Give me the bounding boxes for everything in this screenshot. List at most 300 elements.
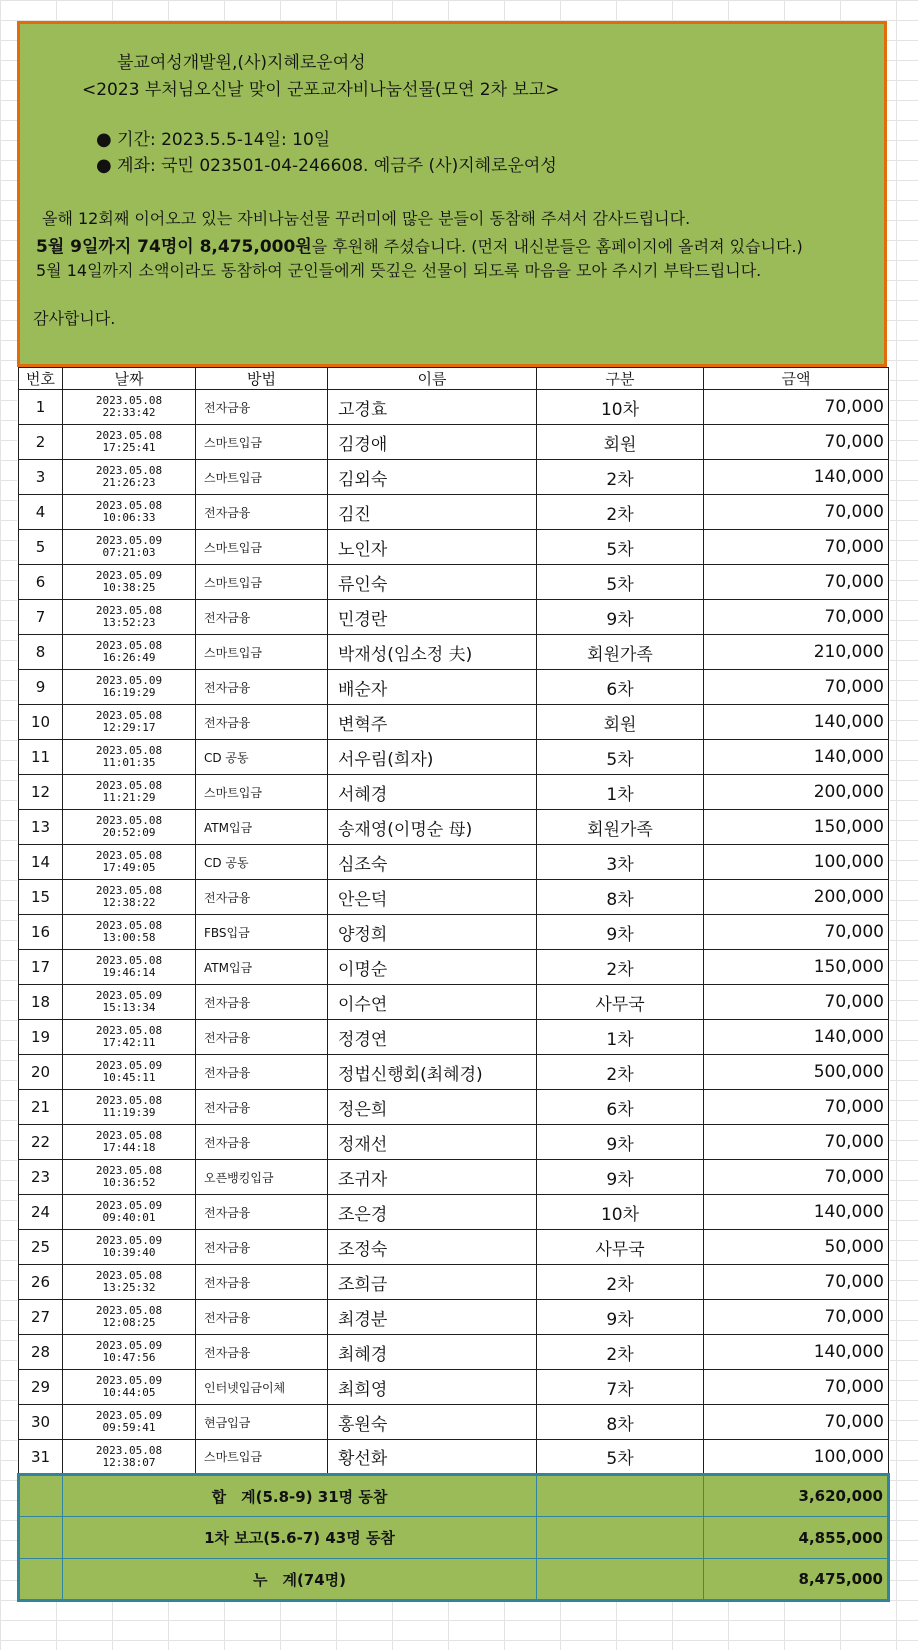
cell-name: 최경분 <box>328 1300 537 1335</box>
cell-name: 박재성(임소정 夫) <box>328 635 537 670</box>
message-line-3: 5월 14일까지 소액이라도 동참하여 군인들에게 뜻깊은 선물이 되도록 마음을 모아 주시기 부탁드립니다. <box>36 261 762 280</box>
time-value: 11:01:35 <box>102 756 156 769</box>
date-value: 2023.05.08 <box>95 1164 163 1177</box>
message-line-2-rest: 을 후원해 주셨습니다. (먼저 내신분들은 홈페이지에 올려져 있습니다.) <box>311 237 803 256</box>
table-row <box>19 845 889 880</box>
cell-name: 홍원숙 <box>328 1405 537 1440</box>
time-value: 10:44:05 <box>102 1386 156 1399</box>
cell-number: 1 <box>19 390 63 425</box>
cell-number: 30 <box>19 1405 63 1440</box>
table-row <box>19 950 889 985</box>
cell-name: 조정숙 <box>328 1230 537 1265</box>
date-value: 2023.05.08 <box>95 464 163 477</box>
cell-method: 오픈뱅킹입금 <box>196 1160 328 1195</box>
cell-amount: 70,000 <box>704 985 889 1020</box>
cell-amount: 140,000 <box>704 740 889 775</box>
cell-date <box>63 985 196 1020</box>
cell-date <box>63 460 196 495</box>
table-row <box>19 740 889 775</box>
date-value: 2023.05.08 <box>95 1094 163 1107</box>
date-value: 2023.05.09 <box>95 1234 163 1247</box>
cell-name: 민경란 <box>328 600 537 635</box>
cell-category: 8차 <box>537 1405 704 1440</box>
time-value: 11:21:29 <box>102 791 156 804</box>
cell-amount: 70,000 <box>704 565 889 600</box>
time-value: 17:49:05 <box>102 861 156 874</box>
time-value: 15:13:34 <box>102 1001 156 1014</box>
cell-name: 심조숙 <box>328 845 537 880</box>
cell-date <box>63 425 196 460</box>
cell-method: CD 공동 <box>196 845 328 880</box>
date-value: 2023.05.08 <box>95 814 163 827</box>
table-row <box>19 1055 889 1090</box>
cell-number: 24 <box>19 1195 63 1230</box>
cell-method: 전자금융 <box>196 390 328 425</box>
time-value: 17:44:18 <box>102 1141 156 1154</box>
date-value: 2023.05.09 <box>95 569 163 582</box>
date-value: 2023.05.08 <box>95 394 163 407</box>
table-row <box>19 880 889 915</box>
time-value: 13:00:58 <box>102 931 156 944</box>
cell-method: 스마트입금 <box>196 565 328 600</box>
cell-method: 전자금융 <box>196 1335 328 1370</box>
cell-category: 9차 <box>537 600 704 635</box>
table-row <box>19 705 889 740</box>
cell-number: 29 <box>19 1370 63 1405</box>
cell-amount: 70,000 <box>704 1405 889 1440</box>
col-header-date: 날짜 <box>63 368 196 390</box>
cell-method: 전자금융 <box>196 985 328 1020</box>
cell-name: 서우림(희자) <box>328 740 537 775</box>
table-row <box>19 1370 889 1405</box>
table-row <box>19 1335 889 1370</box>
time-value: 16:26:49 <box>102 651 156 664</box>
cell-amount: 70,000 <box>704 425 889 460</box>
cell-date <box>63 1440 196 1475</box>
table-row <box>19 495 889 530</box>
cell-category: 8차 <box>537 880 704 915</box>
cell-category: 2차 <box>537 950 704 985</box>
cell-category: 9차 <box>537 1125 704 1160</box>
cell-name: 조희금 <box>328 1265 537 1300</box>
time-value: 13:52:23 <box>102 616 156 629</box>
bullet-icon: ● <box>96 129 112 150</box>
cell-amount: 70,000 <box>704 495 889 530</box>
cell-date <box>63 1090 196 1125</box>
cell-name: 최혜경 <box>328 1335 537 1370</box>
cell-method: 스마트입금 <box>196 425 328 460</box>
time-value: 12:29:17 <box>102 721 156 734</box>
cell-date <box>63 635 196 670</box>
cell-date <box>63 390 196 425</box>
cell-amount: 140,000 <box>704 1335 889 1370</box>
summary-empty-cell <box>19 1559 63 1601</box>
time-value: 10:45:11 <box>102 1071 156 1084</box>
report-title: <2023 부처님오신날 맞이 군포교자비나눔선물(모연 2차 보고> <box>82 80 560 100</box>
cell-number: 11 <box>19 740 63 775</box>
date-value: 2023.05.08 <box>95 779 163 792</box>
period-line <box>96 125 330 150</box>
summary-label: 누 계(74명) <box>63 1559 537 1601</box>
table-row <box>19 530 889 565</box>
cell-amount: 140,000 <box>704 705 889 740</box>
cell-number: 18 <box>19 985 63 1020</box>
cell-method: 전자금융 <box>196 495 328 530</box>
cell-number: 10 <box>19 705 63 740</box>
col-header-no: 번호 <box>19 368 63 390</box>
cell-amount: 70,000 <box>704 1160 889 1195</box>
cell-number: 8 <box>19 635 63 670</box>
cell-number: 17 <box>19 950 63 985</box>
cell-date <box>63 1230 196 1265</box>
date-value: 2023.05.08 <box>95 849 163 862</box>
cell-category: 6차 <box>537 1090 704 1125</box>
cell-number: 7 <box>19 600 63 635</box>
cell-category: 2차 <box>537 1055 704 1090</box>
bullet-icon: ● <box>96 155 112 176</box>
cell-name: 정경연 <box>328 1020 537 1055</box>
cell-amount: 200,000 <box>704 880 889 915</box>
date-value: 2023.05.08 <box>95 499 163 512</box>
cell-date <box>63 1335 196 1370</box>
cell-method: 인터넷입금이체 <box>196 1370 328 1405</box>
summary-label: 합 계(5.8-9) 31명 동참 <box>63 1475 537 1517</box>
cell-method: FBS입금 <box>196 915 328 950</box>
summary-empty-cell <box>537 1475 704 1517</box>
cell-amount: 70,000 <box>704 1265 889 1300</box>
cell-category: 5차 <box>537 530 704 565</box>
cell-category: 9차 <box>537 1160 704 1195</box>
table-row <box>19 670 889 705</box>
cell-category: 2차 <box>537 495 704 530</box>
cell-name: 안은덕 <box>328 880 537 915</box>
cell-method: ATM입금 <box>196 810 328 845</box>
date-value: 2023.05.08 <box>95 884 163 897</box>
cell-method: 전자금융 <box>196 705 328 740</box>
message-line-1: 올해 12회째 이어오고 있는 자비나눔선물 꾸러미에 많은 분들이 동참해 주셔서 감사드립니다. <box>42 209 691 228</box>
time-value: 10:39:40 <box>102 1246 156 1259</box>
cell-method: 스마트입금 <box>196 530 328 565</box>
summary-amount: 8,475,000 <box>704 1559 889 1601</box>
cell-category: 회원가족 <box>537 810 704 845</box>
cell-number: 14 <box>19 845 63 880</box>
cell-method: 현금입금 <box>196 1405 328 1440</box>
summary-amount: 4,855,000 <box>704 1517 889 1559</box>
time-value: 12:38:22 <box>102 896 156 909</box>
table-header-row <box>19 368 889 390</box>
cell-number: 13 <box>19 810 63 845</box>
account-text: 계좌: 국민 023501-04-246608. 예금주 (사)지혜로운여성 <box>117 156 557 176</box>
cell-name: 황선화 <box>328 1440 537 1475</box>
table-row <box>19 1090 889 1125</box>
time-value: 10:06:33 <box>102 511 156 524</box>
cell-date <box>63 880 196 915</box>
cell-number: 5 <box>19 530 63 565</box>
date-value: 2023.05.09 <box>95 1059 163 1072</box>
cell-method: 전자금융 <box>196 670 328 705</box>
cell-method: 전자금융 <box>196 1300 328 1335</box>
summary-empty-cell <box>537 1517 704 1559</box>
cell-amount: 70,000 <box>704 1300 889 1335</box>
cell-number: 28 <box>19 1335 63 1370</box>
summary-row-subtotal <box>19 1475 889 1517</box>
cell-amount: 200,000 <box>704 775 889 810</box>
cell-method: 전자금융 <box>196 880 328 915</box>
cell-date <box>63 1300 196 1335</box>
date-value: 2023.05.08 <box>95 1304 163 1317</box>
cell-number: 31 <box>19 1440 63 1475</box>
cell-number: 12 <box>19 775 63 810</box>
table-row <box>19 775 889 810</box>
cell-category: 5차 <box>537 1440 704 1475</box>
table-row <box>19 460 889 495</box>
cell-date <box>63 670 196 705</box>
date-value: 2023.05.08 <box>95 1443 163 1457</box>
date-value: 2023.05.09 <box>95 674 163 687</box>
time-value: 10:47:56 <box>102 1351 156 1364</box>
cell-category: 회원 <box>537 705 704 740</box>
cell-method: 전자금융 <box>196 600 328 635</box>
table-row <box>19 985 889 1020</box>
cell-number: 23 <box>19 1160 63 1195</box>
cell-category: 1차 <box>537 1020 704 1055</box>
cell-date <box>63 1265 196 1300</box>
cell-category: 9차 <box>537 1300 704 1335</box>
cell-method: 전자금융 <box>196 1125 328 1160</box>
cell-category: 6차 <box>537 670 704 705</box>
cell-name: 최희영 <box>328 1370 537 1405</box>
table-row <box>19 1195 889 1230</box>
cell-name: 고경효 <box>328 390 537 425</box>
date-value: 2023.05.08 <box>95 1024 163 1037</box>
cell-name: 양정희 <box>328 915 537 950</box>
time-value: 20:52:09 <box>102 826 156 839</box>
table-body <box>19 390 889 1475</box>
cell-amount: 50,000 <box>704 1230 889 1265</box>
cell-name: 정법신행회(최혜경) <box>328 1055 537 1090</box>
period-text: 기간: 2023.5.5-14일: 10일 <box>117 130 331 150</box>
cell-date <box>63 1370 196 1405</box>
cell-method: 전자금융 <box>196 1090 328 1125</box>
donation-table <box>17 367 890 1602</box>
table-row <box>19 810 889 845</box>
time-value: 07:21:03 <box>102 546 156 559</box>
cell-category: 3차 <box>537 845 704 880</box>
cell-number: 22 <box>19 1125 63 1160</box>
cell-name: 조은경 <box>328 1195 537 1230</box>
cell-number: 6 <box>19 565 63 600</box>
cell-amount: 70,000 <box>704 670 889 705</box>
cell-date <box>63 740 196 775</box>
cell-method: 전자금융 <box>196 1265 328 1300</box>
date-value: 2023.05.08 <box>95 639 163 652</box>
account-line <box>96 151 557 176</box>
cell-method: 전자금융 <box>196 1195 328 1230</box>
summary-empty-cell <box>19 1475 63 1517</box>
cell-date <box>63 775 196 810</box>
cell-date <box>63 1055 196 1090</box>
cell-method: 전자금융 <box>196 1230 328 1265</box>
col-header-amount: 금액 <box>704 368 889 390</box>
cell-amount: 70,000 <box>704 390 889 425</box>
cell-amount: 70,000 <box>704 915 889 950</box>
summary-label: 1차 보고(5.6-7) 43명 동참 <box>63 1517 537 1559</box>
date-value: 2023.05.09 <box>95 989 163 1002</box>
table-row <box>19 600 889 635</box>
table-row <box>19 1300 889 1335</box>
cell-amount: 70,000 <box>704 530 889 565</box>
cell-number: 26 <box>19 1265 63 1300</box>
cell-number: 2 <box>19 425 63 460</box>
table-row <box>19 1230 889 1265</box>
cell-number: 4 <box>19 495 63 530</box>
cell-name: 노인자 <box>328 530 537 565</box>
cell-amount: 70,000 <box>704 1125 889 1160</box>
cell-number: 9 <box>19 670 63 705</box>
cell-date <box>63 495 196 530</box>
cell-name: 이명순 <box>328 950 537 985</box>
time-value: 12:38:07 <box>102 1455 156 1469</box>
cell-category: 10차 <box>537 1195 704 1230</box>
table-row <box>19 1020 889 1055</box>
date-value: 2023.05.09 <box>95 1374 163 1387</box>
cell-category: 사무국 <box>537 1230 704 1265</box>
cell-category: 2차 <box>537 1265 704 1300</box>
date-value: 2023.05.08 <box>95 919 163 932</box>
cell-date <box>63 600 196 635</box>
cell-name: 김진 <box>328 495 537 530</box>
cell-amount: 150,000 <box>704 950 889 985</box>
cell-name: 류인숙 <box>328 565 537 600</box>
cell-name: 송재영(이명순 母) <box>328 810 537 845</box>
cell-category: 사무국 <box>537 985 704 1020</box>
cell-name: 서혜경 <box>328 775 537 810</box>
cell-amount: 500,000 <box>704 1055 889 1090</box>
cell-date <box>63 705 196 740</box>
date-value: 2023.05.09 <box>95 1199 163 1212</box>
cell-name: 조귀자 <box>328 1160 537 1195</box>
cell-number: 25 <box>19 1230 63 1265</box>
date-value: 2023.05.09 <box>95 534 163 547</box>
summary-row-first-report <box>19 1517 889 1559</box>
table-row <box>19 1405 889 1440</box>
col-header-category: 구분 <box>537 368 704 390</box>
table-row <box>19 390 889 425</box>
time-value: 17:25:41 <box>102 441 156 454</box>
cell-number: 16 <box>19 915 63 950</box>
summary-row-total <box>19 1559 889 1601</box>
thanks-text: 감사합니다. <box>33 309 116 328</box>
cell-category: 7차 <box>537 1370 704 1405</box>
cell-number: 21 <box>19 1090 63 1125</box>
cell-method: 스마트입금 <box>196 635 328 670</box>
org-name: 불교여성개발원,(사)지혜로운여성 <box>117 53 366 73</box>
summary-amount: 3,620,000 <box>704 1475 889 1517</box>
cell-number: 20 <box>19 1055 63 1090</box>
message-line-2 <box>36 232 803 257</box>
table-row <box>19 425 889 460</box>
cell-date <box>63 1020 196 1055</box>
cell-method: ATM입금 <box>196 950 328 985</box>
date-value: 2023.05.09 <box>95 1409 163 1422</box>
cell-number: 15 <box>19 880 63 915</box>
cell-amount: 140,000 <box>704 1195 889 1230</box>
date-value: 2023.05.08 <box>95 954 163 967</box>
summary-empty-cell <box>537 1559 704 1601</box>
cell-number: 3 <box>19 460 63 495</box>
table-row <box>19 915 889 950</box>
cell-amount: 140,000 <box>704 460 889 495</box>
cell-category: 5차 <box>537 565 704 600</box>
cell-name: 김외숙 <box>328 460 537 495</box>
cell-category: 9차 <box>537 915 704 950</box>
cell-method: 스마트입금 <box>196 1440 328 1475</box>
cell-amount: 140,000 <box>704 1020 889 1055</box>
cell-method: 스마트입금 <box>196 775 328 810</box>
cell-amount: 70,000 <box>704 1370 889 1405</box>
notice-header <box>17 21 887 367</box>
time-value: 09:40:01 <box>102 1211 156 1224</box>
time-value: 11:19:39 <box>102 1106 156 1119</box>
cell-category: 5차 <box>537 740 704 775</box>
time-value: 17:42:11 <box>102 1036 156 1049</box>
cell-number: 19 <box>19 1020 63 1055</box>
col-header-name: 이름 <box>328 368 537 390</box>
time-value: 19:46:14 <box>102 966 156 979</box>
cell-method: 스마트입금 <box>196 460 328 495</box>
table-row <box>19 1265 889 1300</box>
cell-date <box>63 1125 196 1160</box>
cell-category: 1차 <box>537 775 704 810</box>
cell-name: 김경애 <box>328 425 537 460</box>
time-value: 10:38:25 <box>102 581 156 594</box>
cell-method: 전자금융 <box>196 1020 328 1055</box>
cell-date <box>63 1405 196 1440</box>
cell-category: 2차 <box>537 460 704 495</box>
table-row <box>19 1160 889 1195</box>
date-value: 2023.05.08 <box>95 744 163 757</box>
time-value: 09:59:41 <box>102 1421 156 1434</box>
cell-date <box>63 1160 196 1195</box>
table-row <box>19 1440 889 1475</box>
table-row <box>19 565 889 600</box>
cell-date <box>63 565 196 600</box>
summary-empty-cell <box>19 1517 63 1559</box>
cell-name: 변혁주 <box>328 705 537 740</box>
cell-date <box>63 950 196 985</box>
time-value: 10:36:52 <box>102 1176 156 1189</box>
date-value: 2023.05.08 <box>95 1269 163 1282</box>
cell-date <box>63 845 196 880</box>
time-value: 13:25:32 <box>102 1281 156 1294</box>
cell-amount: 150,000 <box>704 810 889 845</box>
cell-category: 회원 <box>537 425 704 460</box>
cell-amount: 210,000 <box>704 635 889 670</box>
cell-date <box>63 1195 196 1230</box>
cell-method: CD 공동 <box>196 740 328 775</box>
cell-name: 이수연 <box>328 985 537 1020</box>
cell-amount: 100,000 <box>704 845 889 880</box>
table-row <box>19 635 889 670</box>
donation-highlight: 5월 9일까지 74명이 8,475,000원 <box>36 237 312 257</box>
cell-amount: 70,000 <box>704 1090 889 1125</box>
col-header-method: 방법 <box>196 368 328 390</box>
cell-amount: 70,000 <box>704 600 889 635</box>
cell-category: 회원가족 <box>537 635 704 670</box>
time-value: 16:19:29 <box>102 686 156 699</box>
cell-date <box>63 915 196 950</box>
cell-method: 전자금융 <box>196 1055 328 1090</box>
